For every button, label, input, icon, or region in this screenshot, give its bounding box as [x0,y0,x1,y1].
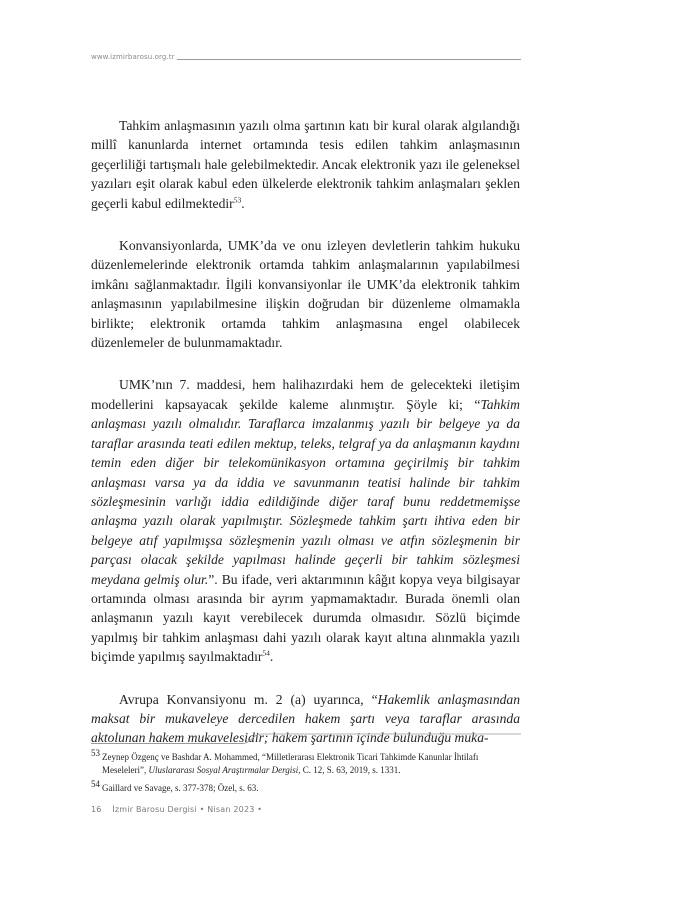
footer-bullet: • [199,805,205,814]
text-run: . [241,195,245,211]
footnote-text: C. 12, S. 63, 2019, s. 1331. [300,764,401,775]
quoted-text: Hakemlik anlaşmasından maksat bir mukaveleye dercedilen hakem şartı veya taraflar arasında aktolunan hakem mukavelesidir; hakem şartının içinde bulunduğu muka- [91,691,521,746]
footnote-text: Zeynep Özgenç ve Bashdar A. Mohammed, “Milletlerarası Elektronik Ticari Tahkimde Kanunlar İhtilafı Meseleleri”, [102,752,479,775]
article-body [91,116,520,771]
journal-name: İzmir Barosu Dergisi [112,805,197,814]
footnote-separator [91,733,521,745]
issue-date: Nisan 2023 [207,805,255,814]
header-rule [177,59,521,60]
footnote-number: 54 [91,779,100,789]
footnote-ref[interactable]: 54 [262,648,270,658]
running-header [91,53,521,67]
footnote-text: Gaillard ve Savage, s. 377-378; Özel, s. 63. [102,783,259,793]
paragraph [91,375,520,666]
footnote [91,748,521,776]
page-footer [91,805,262,814]
citation-title: Uluslararası Sosyal Araştırmalar Dergisi, [148,764,301,775]
text-run: Avrupa Konvansiyonu m. 2 (a) uyarınca, “ [119,691,378,707]
separator-curve [243,733,521,745]
text-run: UMK’nın 7. maddesi, hem halihazırdaki hem de gelecekteki iletişim modellerini kapsayacak şekilde kaleme alınmıştır. Şöyle ki; “ [91,377,520,412]
text-run: ”. Bu ifade, veri aktarımının kâğıt kopya veya bilgisayar ortamında olması arasında bir ayrım yapmamaktadır. Burada önemli olan anlaşmanın yazılı kayıt verebilecek durumda olmasıdır. Sözlü biçimde yapılmış bir tahkim anlaşması dahi yazılı olarak kayıt altına alınmakla yazılı biçimde yapılmış sayılmaktadır [91,571,520,665]
footnote [91,779,521,795]
footnote-number: 53 [91,748,100,758]
text-run: Konvansiyonlarda, UMK’da ve onu izleyen devletlerin tahkim hukuku düzenlemelerinde elektronik ortamda tahkim anlaşmalarının yapılabilmesi imkânı sağlanmaktadır. İlgili konvansiyonlar ile UMK’da elektronik tahkim anlaşmasının yapılabilmesine ilişkin doğrudan bir düzenleme olmamakla birlikte; elektronik ortamda tahkim anlaşmasına engel olabilecek düzenlemeler de bulunmamaktadır. [91,238,520,351]
page-number: 16 [91,805,102,814]
footnotes [91,748,521,801]
footnote-ref[interactable]: 53 [233,195,242,205]
paragraph [91,116,520,213]
quoted-text: Tahkim anlaşması yazılı olmalıdır. Taraflarca imzalanmış yazılı bir belgeye ya da taraflar arasında teati edilen mektup, teleks, telgraf ya da anlaşmanın kaydını temin eden diğer bir telekomünikasyon ortamına geçirilmiş bir tahkim anlaşması varsa ya da iddia ve savunmanın teatisi halinde bir tahkim sözleşmesinin varlığı iddia edildiğinde diğer taraf bunu reddetmemişse anlaşma yazılı olarak yapılmıştır. Sözleşmede tahkim şartı ihtiva eden bir belgeye atıf yapılmışsa sözleşmenin yazılı olması ve atfın sözleşmenin bir parçası olacak şekilde yapılması halinde geçerli bir tahkim sözleşmesi meydana gelmiş olur. [91,396,520,587]
text-run: . [269,649,274,665]
paragraph [91,236,520,352]
text-run: Tahkim anlaşmasının yazılı olma şartının katı bir kural olarak algılandığı millî kanunlarda internet ortamında tesis edilen tahkim anlaşmasının geçerliliği tartışmalı hale gelebilmektedir. Ancak elektronik yazı ile geleneksel yazıları eşit olarak kabul eden ülkelerde elektronik tahkim anlaşmaları şeklen geçerli kabul edilmektedir [91,118,520,211]
footer-trail: • [257,805,263,814]
header-url[interactable]: www.izmirbarosu.org.tr [91,53,175,61]
